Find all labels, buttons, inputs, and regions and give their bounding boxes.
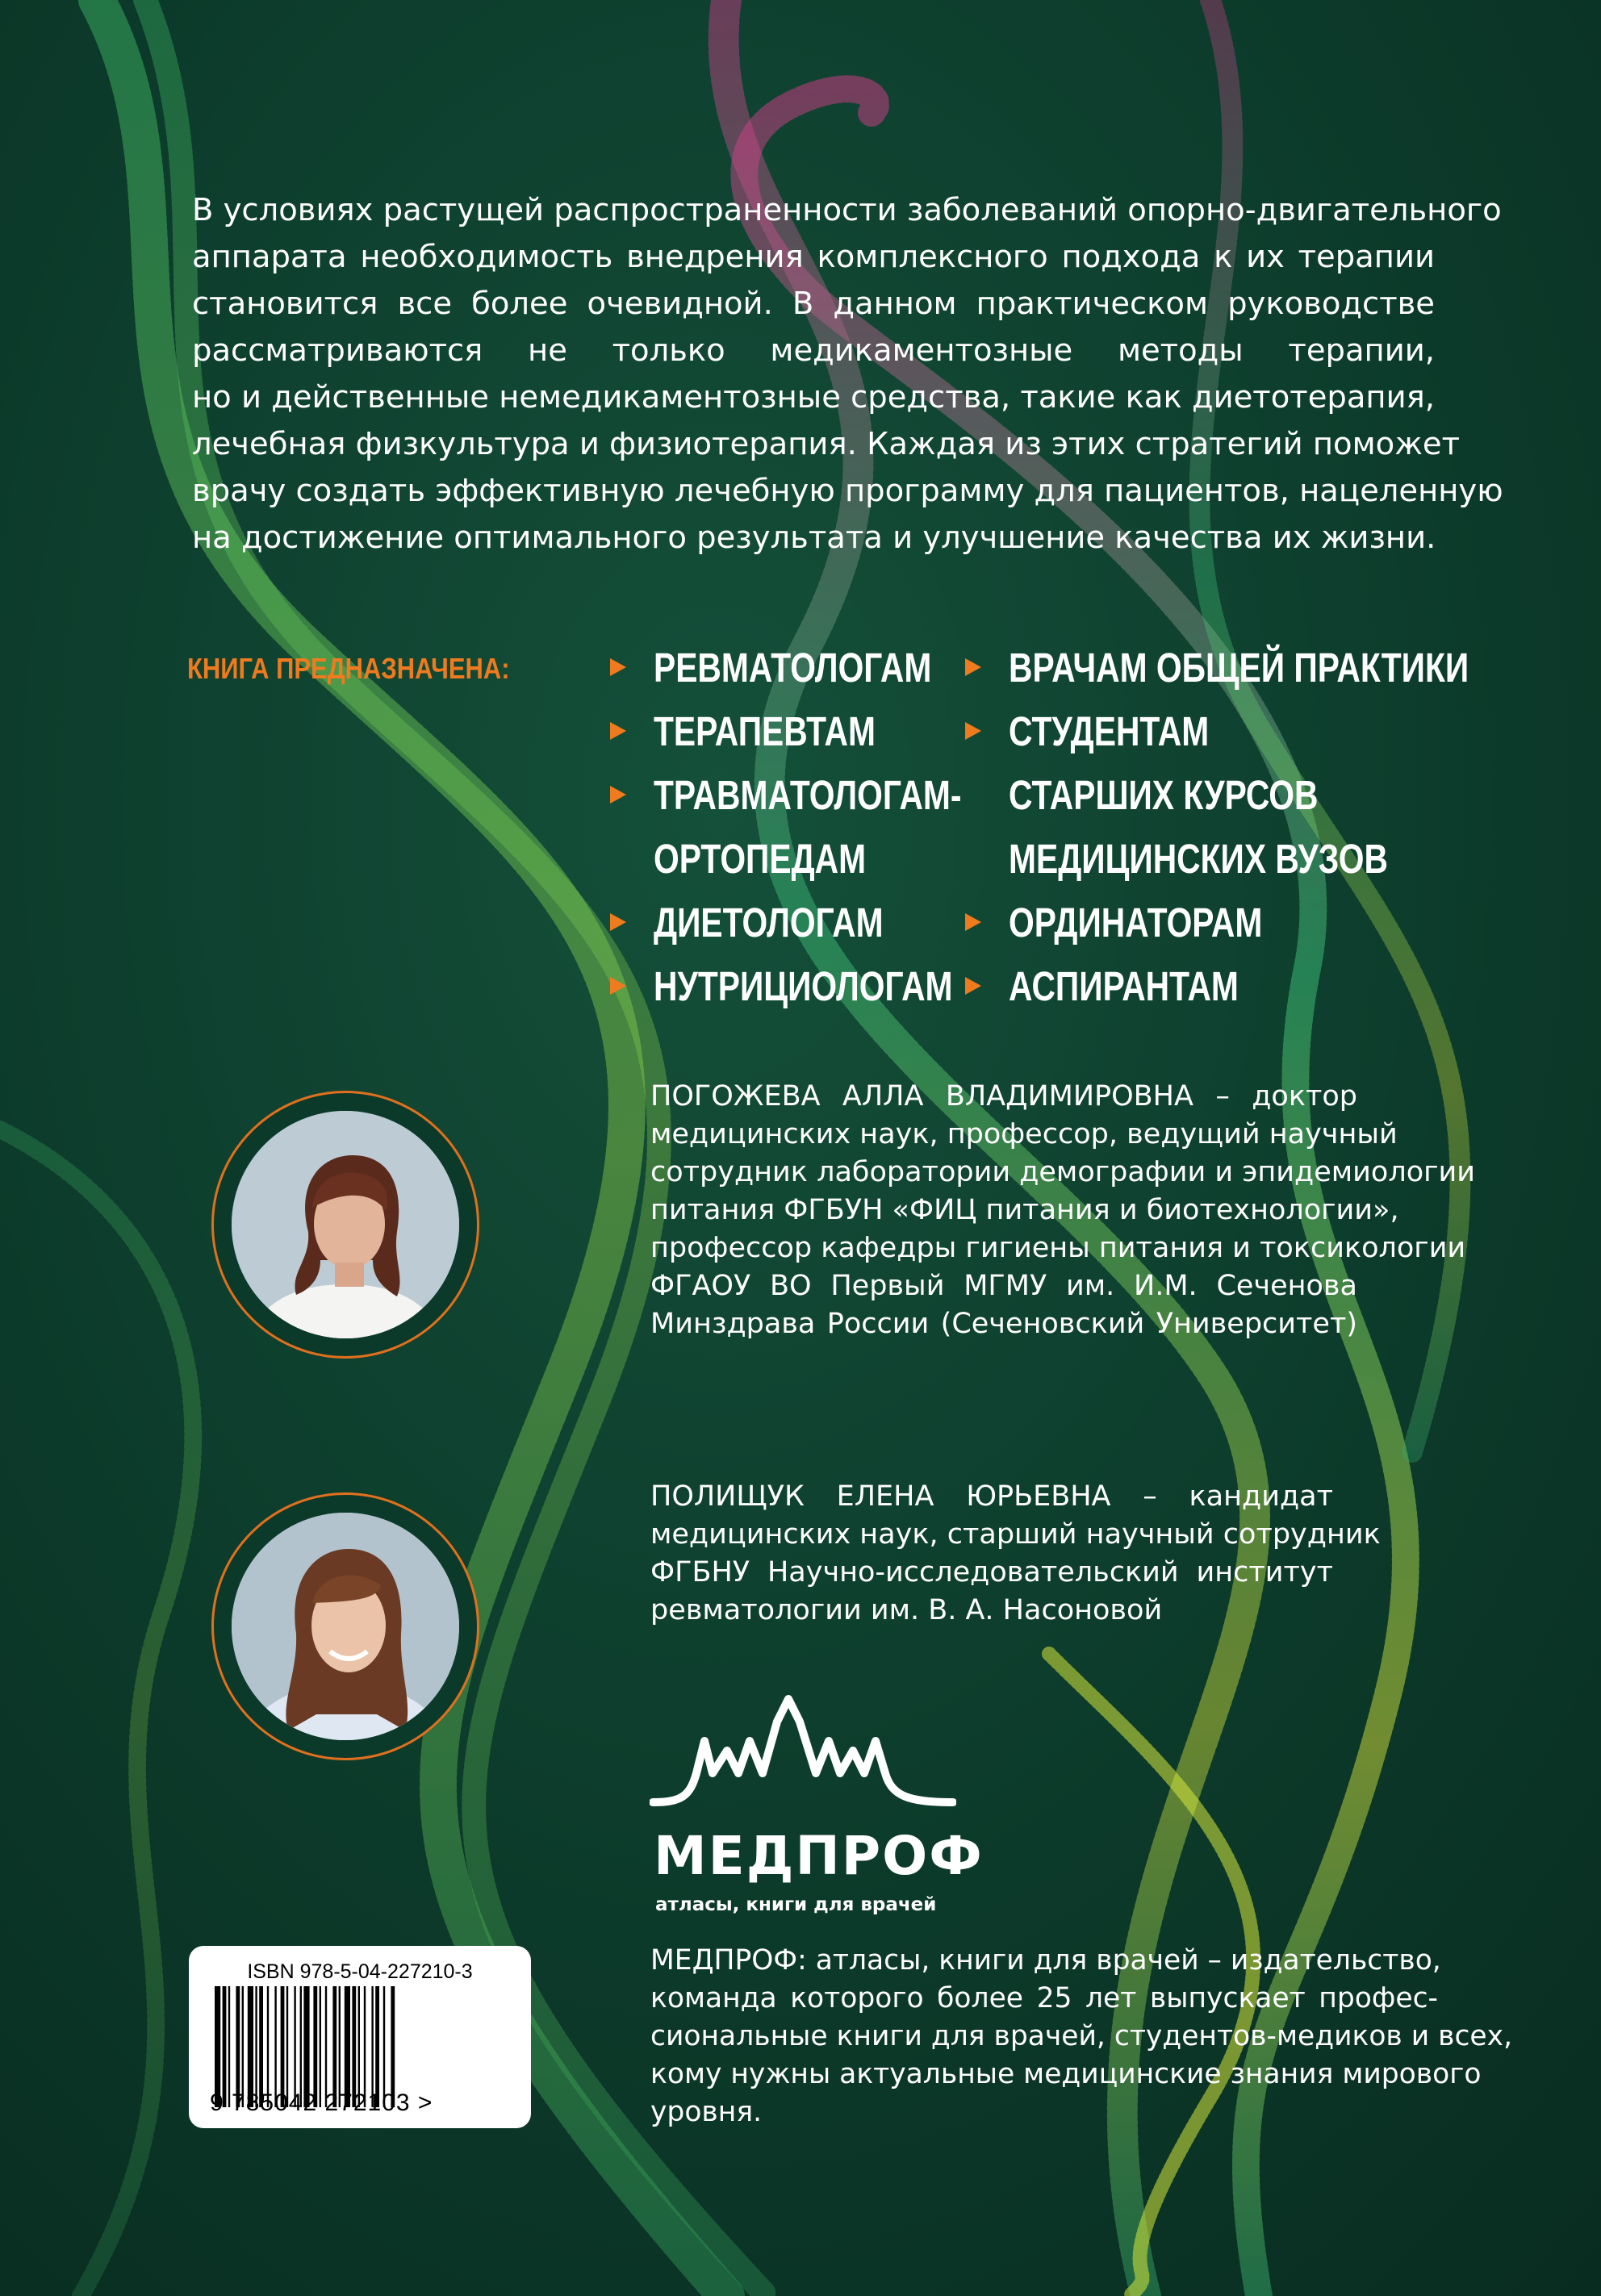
bio-line: питания ФГБУН «ФИЦ питания и биотехнологии», <box>650 1194 1399 1226</box>
list-item: ТЕРАПЕВТАМ <box>610 699 1039 763</box>
publisher-line: уровня. <box>650 2096 763 2128</box>
author-portrait-icon <box>232 1513 459 1740</box>
triangle-bullet-icon <box>965 722 981 740</box>
bio-line: ПОЛИЩУК ЕЛЕНА ЮРЬЕВНА – кандидат <box>650 1480 1333 1513</box>
intro-line: врачу создать эффективную лечебную программу для пациентов, нацеленную <box>192 473 1503 509</box>
triangle-bullet-icon <box>965 658 981 676</box>
publisher-description <box>650 1942 1513 2131</box>
intro-line: на достижение оптимального результата и улучшение качества их жизни. <box>192 520 1436 556</box>
author-photo-pogozheva <box>211 1091 479 1359</box>
triangle-bullet-icon <box>610 722 626 740</box>
list-item: АСПИРАНТАМ <box>965 954 1584 1018</box>
triangle-bullet-icon <box>610 658 626 676</box>
publisher-line: команда которого более 25 лет выпускает профес- <box>650 1982 1438 2014</box>
triangle-bullet-icon <box>610 977 626 995</box>
bio-line: Минздрава России (Сеченовский Университет) <box>650 1308 1357 1340</box>
intro-paragraph <box>192 187 1503 561</box>
intro-line: лечебная физкультура и физиотерапия. Каждая из этих стратегий поможет <box>192 426 1460 462</box>
bio-line: ревматологии им. В. А. Насоновой <box>650 1594 1163 1626</box>
audience-list-right <box>965 636 1584 1018</box>
bio-line: медицинских наук, старший научный сотрудник <box>650 1518 1381 1551</box>
publisher-line: МЕДПРОФ: атласы, книги для врачей – издательство, <box>650 1944 1441 1977</box>
author-photo-polishchuk <box>211 1492 479 1760</box>
intro-line: рассматриваются не только медикаментозные методы терапии, <box>192 332 1435 369</box>
triangle-bullet-icon <box>965 977 981 995</box>
bio-line: сотрудник лаборатории демографии и эпидемиологии <box>650 1156 1476 1188</box>
isbn-label: ISBN 978-5-04-227210-3 <box>247 1960 473 1983</box>
intro-line: но и действенные немедикаментозные средства, такие как диетотерапия, <box>192 379 1435 415</box>
logo-wordmark: МЕДПРОФ <box>654 1825 984 1887</box>
medprof-logo-icon <box>650 1693 956 1814</box>
audience-label: КНИГА ПРЕДНАЗНАЧЕНА: <box>187 652 510 685</box>
triangle-bullet-icon <box>610 786 626 804</box>
triangle-bullet-icon <box>610 913 626 931</box>
triangle-bullet-icon <box>965 913 981 931</box>
list-item: НУТРИЦИОЛОГАМ <box>610 954 1039 1018</box>
isbn-digits: 9 785042 272103 > <box>210 2089 433 2116</box>
bio-line: профессор кафедры гигиены питания и токсикологии <box>650 1232 1466 1264</box>
list-item: СТАРШИХ КУРСОВ <box>1009 772 1319 818</box>
list-item: СТУДЕНТАМ <box>965 699 1584 763</box>
list-item: ОРТОПЕДАМ <box>654 836 867 882</box>
intro-line: аппарата необходимость внедрения комплексного подхода к их терапии <box>192 239 1435 275</box>
author-portrait-icon <box>232 1111 459 1338</box>
bio-line: ПОГОЖЕВА АЛЛА ВЛАДИМИРОВНА – доктор <box>650 1080 1357 1113</box>
publisher-line: сиональные книги для врачей, студентов-медиков и всех, <box>650 2020 1513 2052</box>
list-item: МЕДИЦИНСКИХ ВУЗОВ <box>1009 836 1388 882</box>
list-item: ВРАЧАМ ОБЩЕЙ ПРАКТИКИ <box>965 636 1584 699</box>
list-item: ТРАВМАТОЛОГАМ- <box>610 763 1039 827</box>
bio-line: медицинских наук, профессор, ведущий научный <box>650 1118 1398 1150</box>
list-item: ОРДИНАТОРАМ <box>965 891 1584 954</box>
bio-line: ФГБНУ Научно-исследовательский институт <box>650 1556 1333 1588</box>
bio-line: ФГАОУ ВО Первый МГМУ им. И.М. Сеченова <box>650 1270 1357 1302</box>
isbn-barcode-box <box>189 1946 531 2128</box>
list-item: РЕВМАТОЛОГАМ <box>610 636 1039 699</box>
intro-line: становится все более очевидной. В данном практическом руководстве <box>192 286 1435 322</box>
intro-line: В условиях растущей распространенности заболеваний опорно-двигательного <box>192 192 1502 228</box>
logo-tagline: атласы, книги для врачей <box>655 1894 937 1915</box>
publisher-line: кому нужны актуальные медицинские знания мирового <box>650 2058 1482 2090</box>
author-bio-polishchuk <box>650 1478 1381 1630</box>
author-bio-pogozheva <box>650 1078 1476 1343</box>
list-item: ДИЕТОЛОГАМ <box>610 891 1039 954</box>
